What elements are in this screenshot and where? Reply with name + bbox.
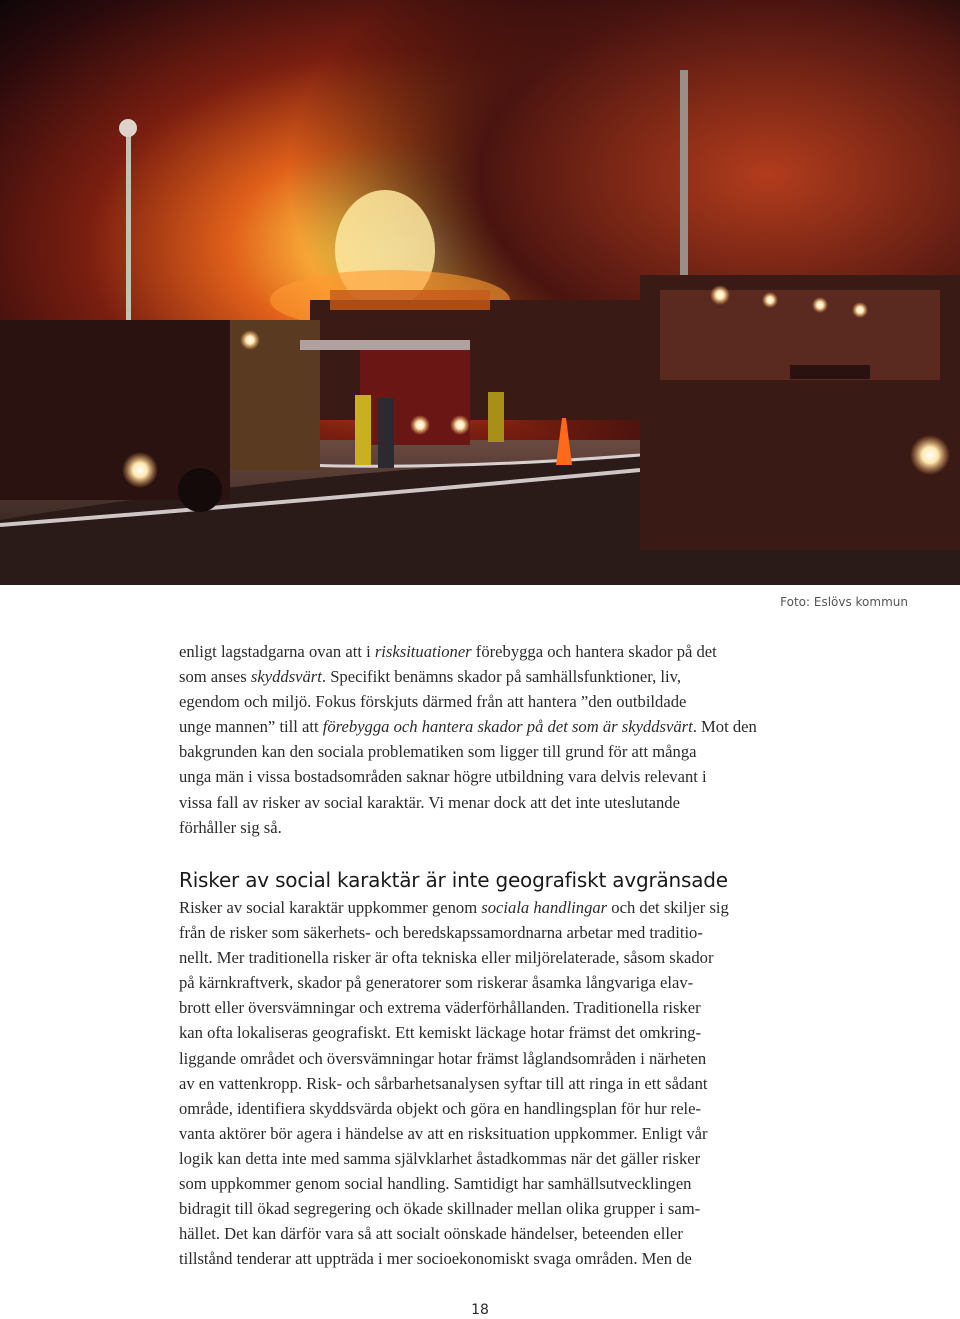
emphasis-text: sociala handlingar	[481, 898, 608, 917]
text-run: bidragit till ökad segregering och ökade skillnader mellan olika grupper i sam-	[179, 1199, 701, 1219]
text-run: förebygga och hantera skador på det	[471, 642, 717, 661]
text-run: . Mot den	[692, 717, 757, 737]
text-line	[179, 639, 789, 664]
emphasis-text: risksituationer	[374, 642, 472, 661]
text-line	[179, 945, 789, 970]
text-run: brott eller översvämningar och extrema väderförhållanden. Traditionella risker	[179, 998, 701, 1018]
text-run: område, identifiera skyddsvärda objekt och göra en handlingsplan för hur rele-	[179, 1098, 702, 1118]
text-line	[179, 1246, 789, 1271]
text-line	[179, 1046, 789, 1071]
section-heading: Risker av social karaktär är inte geografiskt avgränsade	[179, 868, 728, 892]
text-run: från de risker som säkerhets- och beredskapssamordnarna arbetar med traditio-	[179, 923, 703, 943]
text-run: . Specifikt benämns skador på samhällsfunktioner, liv,	[321, 667, 681, 687]
text-run: unga män i vissa bostadsområden saknar högre utbildning vara delvis relevant i	[179, 767, 707, 787]
text-run: egendom och miljö. Fokus förskjuts därmed från att hantera ”den outbildade	[179, 692, 687, 712]
paragraph-main	[179, 895, 789, 1271]
text-run: vanta aktörer bör agera i händelse av att en risksituation uppkommer. Enligt vår	[179, 1123, 708, 1143]
text-line	[179, 714, 789, 739]
text-line	[179, 970, 789, 995]
emphasis-text: skyddsvärt	[250, 667, 322, 687]
text-run: på kärnkraftverk, skador på generatorer som riskerar åsamka långvariga elav-	[179, 973, 694, 993]
text-run: enligt lagstadgarna ovan att i	[179, 642, 375, 661]
text-run: liggande området och översvämningar hotar främst låglandsområden i närheten	[179, 1048, 707, 1068]
text-line	[179, 739, 789, 764]
text-run: och det skiljer sig	[607, 898, 729, 917]
text-run: vissa fall av risker av social karaktär. Vi menar dock att det inte uteslutande	[179, 792, 680, 812]
text-line	[179, 664, 789, 689]
text-run: förhåller sig så.	[179, 817, 282, 837]
fire-scene-photo	[0, 0, 960, 585]
text-run: bakgrunden kan den sociala problematiken som ligger till grund för att många	[179, 742, 697, 762]
text-run: kan ofta lokaliseras geografiskt. Ett kemiskt läckage hotar främst det omkring-	[179, 1023, 702, 1043]
text-run: logik kan detta inte med samma självklarhet åstadkommas när det gäller risker	[179, 1148, 701, 1168]
photo-credit: Foto: Eslövs kommun	[780, 595, 908, 609]
text-line	[179, 1096, 789, 1121]
text-line	[179, 815, 789, 840]
text-run: Risker av social karaktär uppkommer genom	[179, 898, 482, 917]
text-run: som uppkommer genom social handling. Samtidigt har samhällsutvecklingen	[179, 1174, 692, 1194]
text-run: av en vattenkropp. Risk- och sårbarhetsanalysen syftar till att ringa in ett sådant	[179, 1073, 708, 1093]
text-line	[179, 1221, 789, 1246]
text-line	[179, 1020, 789, 1045]
text-line	[179, 689, 789, 714]
text-run: hället. Det kan därför vara så att socialt oönskade händelser, beteenden eller	[179, 1224, 683, 1244]
text-line	[179, 790, 789, 815]
page-number: 18	[471, 1302, 489, 1318]
text-line	[179, 1121, 789, 1146]
paragraph-intro	[179, 639, 789, 840]
text-run: som anses	[179, 667, 251, 687]
text-line	[179, 1171, 789, 1196]
text-line	[179, 995, 789, 1020]
text-line	[179, 920, 789, 945]
text-run: unge mannen” till att	[179, 717, 323, 737]
text-line	[179, 1146, 789, 1171]
text-run: nellt. Mer traditionella risker är ofta tekniska eller miljörelaterade, såsom skador	[179, 948, 714, 968]
text-line	[179, 895, 789, 920]
text-line	[179, 1196, 789, 1221]
text-line	[179, 1071, 789, 1096]
emphasis-text: förebygga och hantera skador på det som är skyddsvärt	[322, 717, 693, 737]
text-run: tillstånd tenderar att uppträda i mer socioekonomiskt svaga områden. Men de	[179, 1249, 692, 1269]
fire-scene-illustration	[0, 0, 960, 585]
text-line	[179, 764, 789, 789]
